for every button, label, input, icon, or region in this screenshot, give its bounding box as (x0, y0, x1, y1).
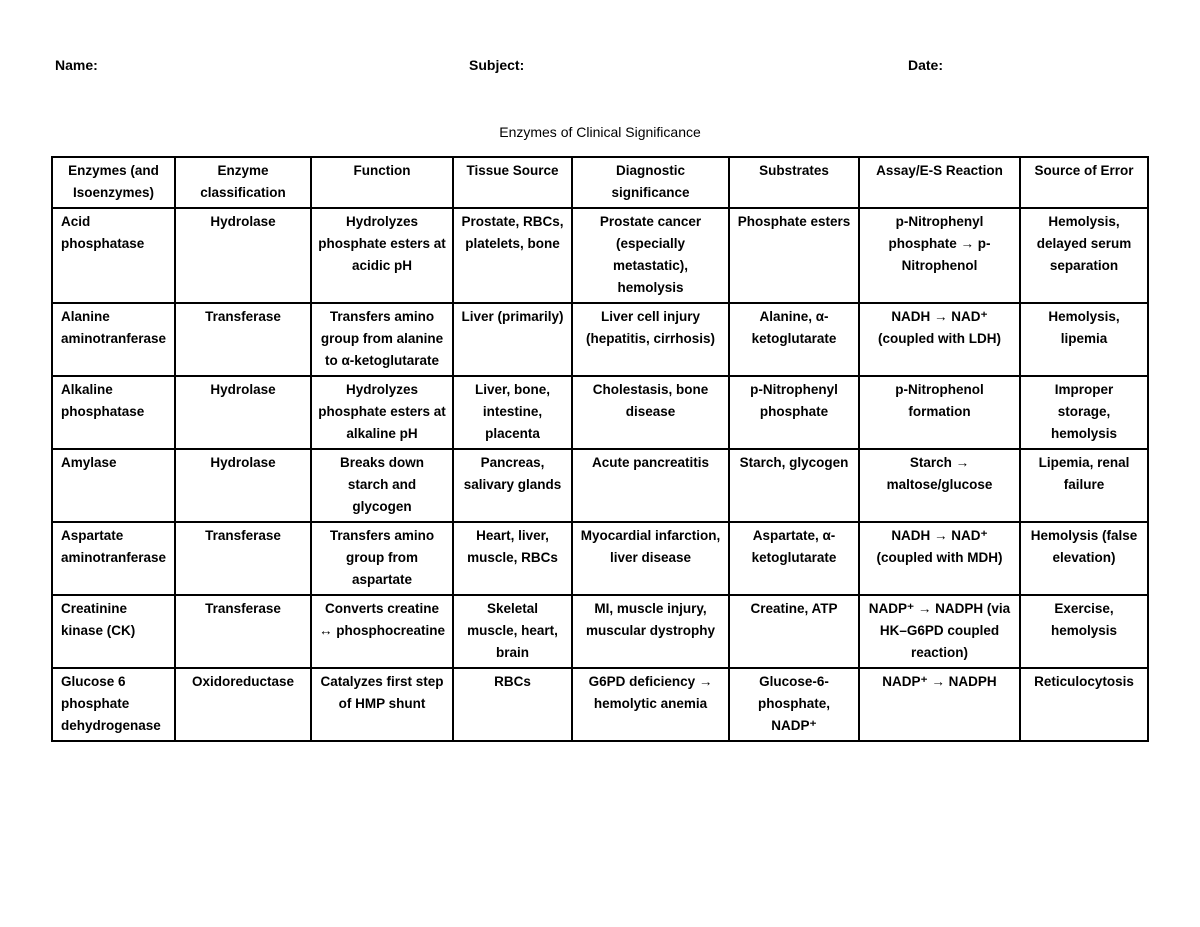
table-header-row (52, 157, 1148, 208)
error-cell: Reticulocytosis (1020, 668, 1148, 741)
diagnostic-cell: Prostate cancer (especially metastatic), hemolysis (572, 208, 729, 303)
error-cell: Hemolysis, delayed serum separation (1020, 208, 1148, 303)
classification-cell: Oxidoreductase (175, 668, 311, 741)
classification-cell: Hydrolase (175, 449, 311, 522)
assay-cell: NADH → NAD⁺ (coupled with LDH) (859, 303, 1020, 376)
substrates-cell: Aspartate, α-ketoglutarate (729, 522, 859, 595)
function-cell: Transfers amino group from aspartate (311, 522, 453, 595)
tissue-source-cell: Heart, liver, muscle, RBCs (453, 522, 572, 595)
classification-cell: Hydrolase (175, 208, 311, 303)
diagnostic-cell: Acute pancreatitis (572, 449, 729, 522)
classification-cell: Transferase (175, 303, 311, 376)
enzyme-name-cell: Alkaline phosphatase (52, 376, 175, 449)
assay-cell: NADP⁺ → NADPH (via HK–G6PD coupled reaction) (859, 595, 1020, 668)
column-header-tissue-source: Tissue Source (453, 157, 572, 208)
substrates-cell: Creatine, ATP (729, 595, 859, 668)
function-cell: Hydrolyzes phosphate esters at alkaline pH (311, 376, 453, 449)
error-cell: Hemolysis, lipemia (1020, 303, 1148, 376)
substrates-cell: Starch, glycogen (729, 449, 859, 522)
function-cell: Catalyzes first step of HMP shunt (311, 668, 453, 741)
column-header-diagnostic-significance: Diagnostic significance (572, 157, 729, 208)
table-row (52, 208, 1148, 303)
diagnostic-cell: MI, muscle injury, muscular dystrophy (572, 595, 729, 668)
error-cell: Hemolysis (false elevation) (1020, 522, 1148, 595)
function-cell: Breaks down starch and glycogen (311, 449, 453, 522)
substrates-cell: Glucose-6-phosphate, NADP⁺ (729, 668, 859, 741)
diagnostic-cell: Myocardial infarction, liver disease (572, 522, 729, 595)
substrates-cell: Phosphate esters (729, 208, 859, 303)
subject-label: Subject: (469, 57, 525, 73)
tissue-source-cell: Pancreas, salivary glands (453, 449, 572, 522)
function-cell: Hydrolyzes phosphate esters at acidic pH (311, 208, 453, 303)
enzyme-name-cell: Glucose 6 phosphate dehydrogenase (52, 668, 175, 741)
column-header-enzymes: Enzymes (and Isoenzymes) (52, 157, 175, 208)
tissue-source-cell: Prostate, RBCs, platelets, bone (453, 208, 572, 303)
column-header-function: Function (311, 157, 453, 208)
function-cell: Converts creatine ↔ phosphocreatine (311, 595, 453, 668)
assay-cell: p-Nitrophenol formation (859, 376, 1020, 449)
error-cell: Lipemia, renal failure (1020, 449, 1148, 522)
tissue-source-cell: Liver (primarily) (453, 303, 572, 376)
tissue-source-cell: Skeletal muscle, heart, brain (453, 595, 572, 668)
table-row (52, 303, 1148, 376)
diagnostic-cell: G6PD deficiency → hemolytic anemia (572, 668, 729, 741)
table-row (52, 376, 1148, 449)
document-title: Enzymes of Clinical Significance (499, 124, 701, 140)
column-header-source-of-error: Source of Error (1020, 157, 1148, 208)
column-header-classification: Enzyme classification (175, 157, 311, 208)
enzyme-name-cell: Alanine aminotranferase (52, 303, 175, 376)
table-row (52, 449, 1148, 522)
tissue-source-cell: Liver, bone, intestine, placenta (453, 376, 572, 449)
classification-cell: Transferase (175, 522, 311, 595)
name-label: Name: (55, 57, 98, 73)
error-cell: Improper storage, hemolysis (1020, 376, 1148, 449)
table-row (52, 668, 1148, 741)
function-cell: Transfers amino group from alanine to α-ketoglutarate (311, 303, 453, 376)
enzyme-name-cell: Amylase (52, 449, 175, 522)
enzymes-table (51, 156, 1149, 742)
enzyme-name-cell: Creatinine kinase (CK) (52, 595, 175, 668)
diagnostic-cell: Liver cell injury (hepatitis, cirrhosis) (572, 303, 729, 376)
error-cell: Exercise, hemolysis (1020, 595, 1148, 668)
column-header-assay: Assay/E-S Reaction (859, 157, 1020, 208)
substrates-cell: Alanine, α-ketoglutarate (729, 303, 859, 376)
assay-cell: Starch → maltose/glucose (859, 449, 1020, 522)
diagnostic-cell: Cholestasis, bone disease (572, 376, 729, 449)
table-row (52, 595, 1148, 668)
assay-cell: p-Nitrophenyl phosphate → p-Nitrophenol (859, 208, 1020, 303)
worksheet-header (0, 57, 1200, 77)
classification-cell: Hydrolase (175, 376, 311, 449)
date-label: Date: (908, 57, 944, 73)
column-header-substrates: Substrates (729, 157, 859, 208)
assay-cell: NADP⁺ → NADPH (859, 668, 1020, 741)
table-row (52, 522, 1148, 595)
classification-cell: Transferase (175, 595, 311, 668)
substrates-cell: p-Nitrophenyl phosphate (729, 376, 859, 449)
enzyme-name-cell: Aspartate aminotranferase (52, 522, 175, 595)
assay-cell: NADH → NAD⁺ (coupled with MDH) (859, 522, 1020, 595)
enzyme-name-cell: Acid phosphatase (52, 208, 175, 303)
tissue-source-cell: RBCs (453, 668, 572, 741)
